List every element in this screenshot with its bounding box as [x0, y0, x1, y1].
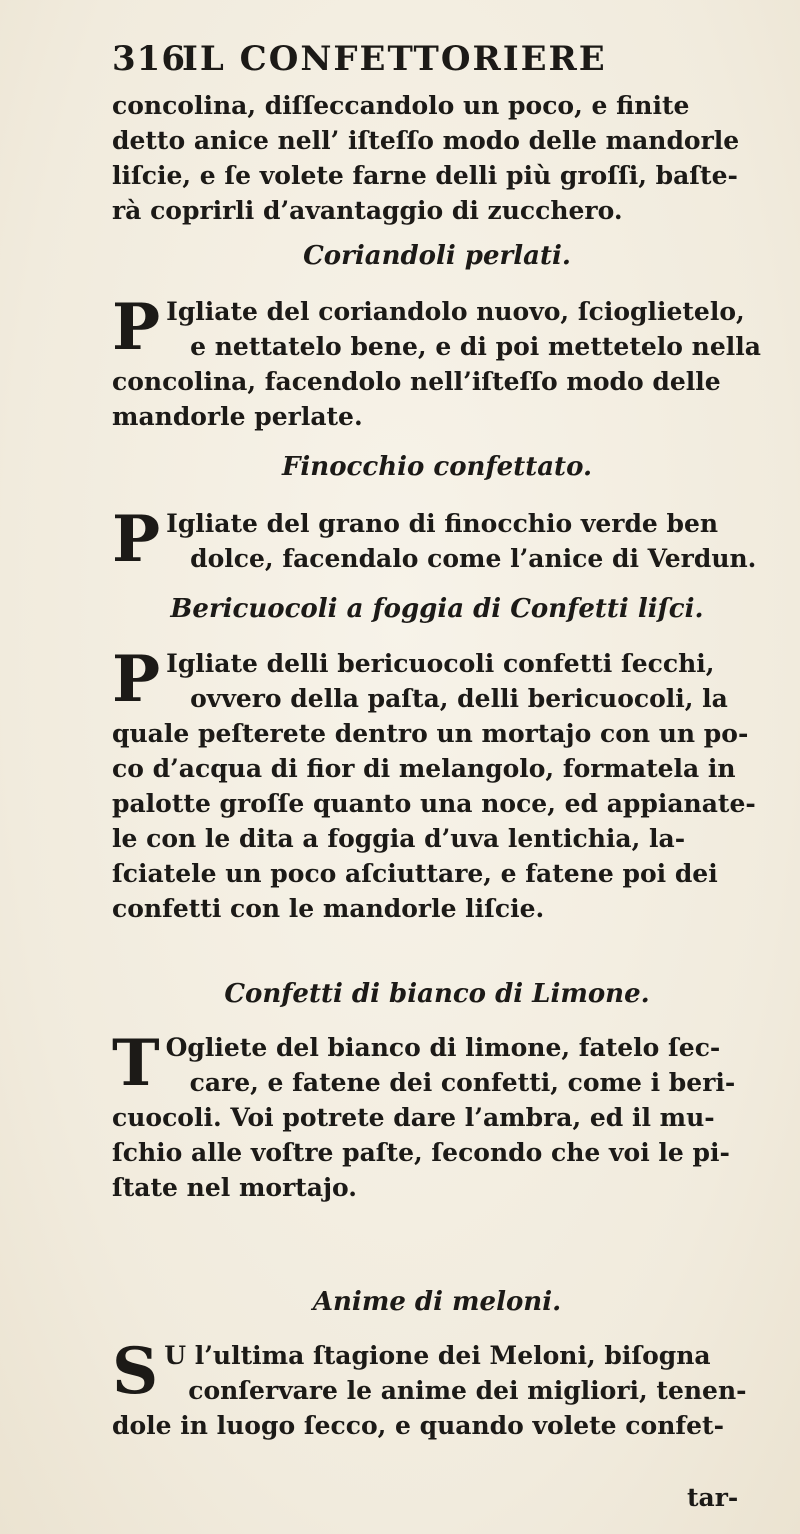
text-line: quale peſterete dentro un mortajo con un po-	[112, 719, 749, 748]
text-line: le con le dita a foggia d’uva lentichia, la-	[112, 824, 686, 853]
text-line: e nettatelo bene, e di poi mettetelo nella	[190, 332, 761, 361]
text-line: rà coprirli d’avantaggio di zucchero.	[112, 196, 623, 225]
drop-capital: P	[112, 642, 161, 717]
section-body-finocchio	[112, 502, 777, 577]
text-line: ſchio alle voſtre paſte, ſecondo che voi le pi-	[112, 1138, 730, 1167]
text-line: Igliate del coriandolo nuovo, ſcioglietelo,	[166, 297, 745, 326]
text-line: concolina, diſſeccandolo un poco, e finite	[112, 91, 690, 120]
running-header	[112, 36, 762, 82]
text-line: U l’ultima ſtagione dei Meloni, biſogna	[164, 1341, 711, 1370]
text-line: dolce, facendalo come l’anice di Verdun.	[190, 544, 757, 573]
drop-capital: P	[112, 502, 161, 577]
text-line: concolina, facendolo nell’iſteſſo modo delle	[112, 367, 721, 396]
text-line: care, e fatene dei confetti, come i beri-	[189, 1068, 736, 1097]
text-line: co d’acqua di fior di melangolo, formatela in	[112, 754, 736, 783]
text-line: liſcie, e ſe volete farne delli più groſſi, baſte-	[112, 161, 738, 190]
drop-capital: S	[112, 1334, 159, 1409]
text-line: palotte groſſe quanto una noce, ed appianate-	[112, 789, 756, 818]
text-line: detto anice nell’ iſteſſo modo delle mandorle	[112, 126, 740, 155]
text-line: confetti con le mandorle liſcie.	[112, 894, 545, 923]
intro-paragraph	[112, 88, 772, 228]
section-body-meloni	[112, 1334, 777, 1443]
text-line: ſciatele un poco aſciuttare, e fatene poi dei	[112, 859, 718, 888]
text-line: dole in luogo ſecco, e quando volete confet-	[112, 1411, 724, 1440]
section-body-coriandoli	[112, 290, 777, 434]
drop-capital: T	[112, 1026, 160, 1101]
text-line: cuocoli. Voi potrete dare l’ambra, ed il mu-	[112, 1103, 715, 1132]
section-body-bericuocoli	[112, 642, 777, 926]
text-line: ovvero della paſta, delli bericuocoli, la	[190, 684, 728, 713]
text-line: Ogliete del bianco di limone, fatelo ſec-	[165, 1033, 721, 1062]
text-line: Igliate delli bericuocoli confetti ſecchi,	[166, 649, 715, 678]
section-heading-coriandoli: Coriandoli perlati.	[303, 241, 571, 271]
drop-capital: P	[112, 290, 161, 365]
page-number: 316	[112, 39, 186, 79]
text-line: mandorle perlate.	[112, 402, 363, 431]
section-heading-meloni: Anime di meloni.	[312, 1287, 562, 1317]
section-heading-limone: Confetti di bianco di Limone.	[224, 979, 650, 1009]
catchword: tar-	[687, 1483, 739, 1512]
text-line: ſtate nel mortajo.	[112, 1173, 357, 1202]
running-title: IL CONFETTORIERE	[182, 39, 607, 79]
section-heading-bericuocoli: Bericuocoli a foggia di Confetti liſci.	[170, 594, 704, 624]
section-body-limone	[112, 1026, 777, 1205]
section-heading-finocchio: Finocchio confettato.	[281, 452, 593, 482]
text-line: Igliate del grano di finocchio verde ben	[166, 509, 719, 538]
text-line: conſervare le anime dei migliori, tenen-	[188, 1376, 747, 1405]
